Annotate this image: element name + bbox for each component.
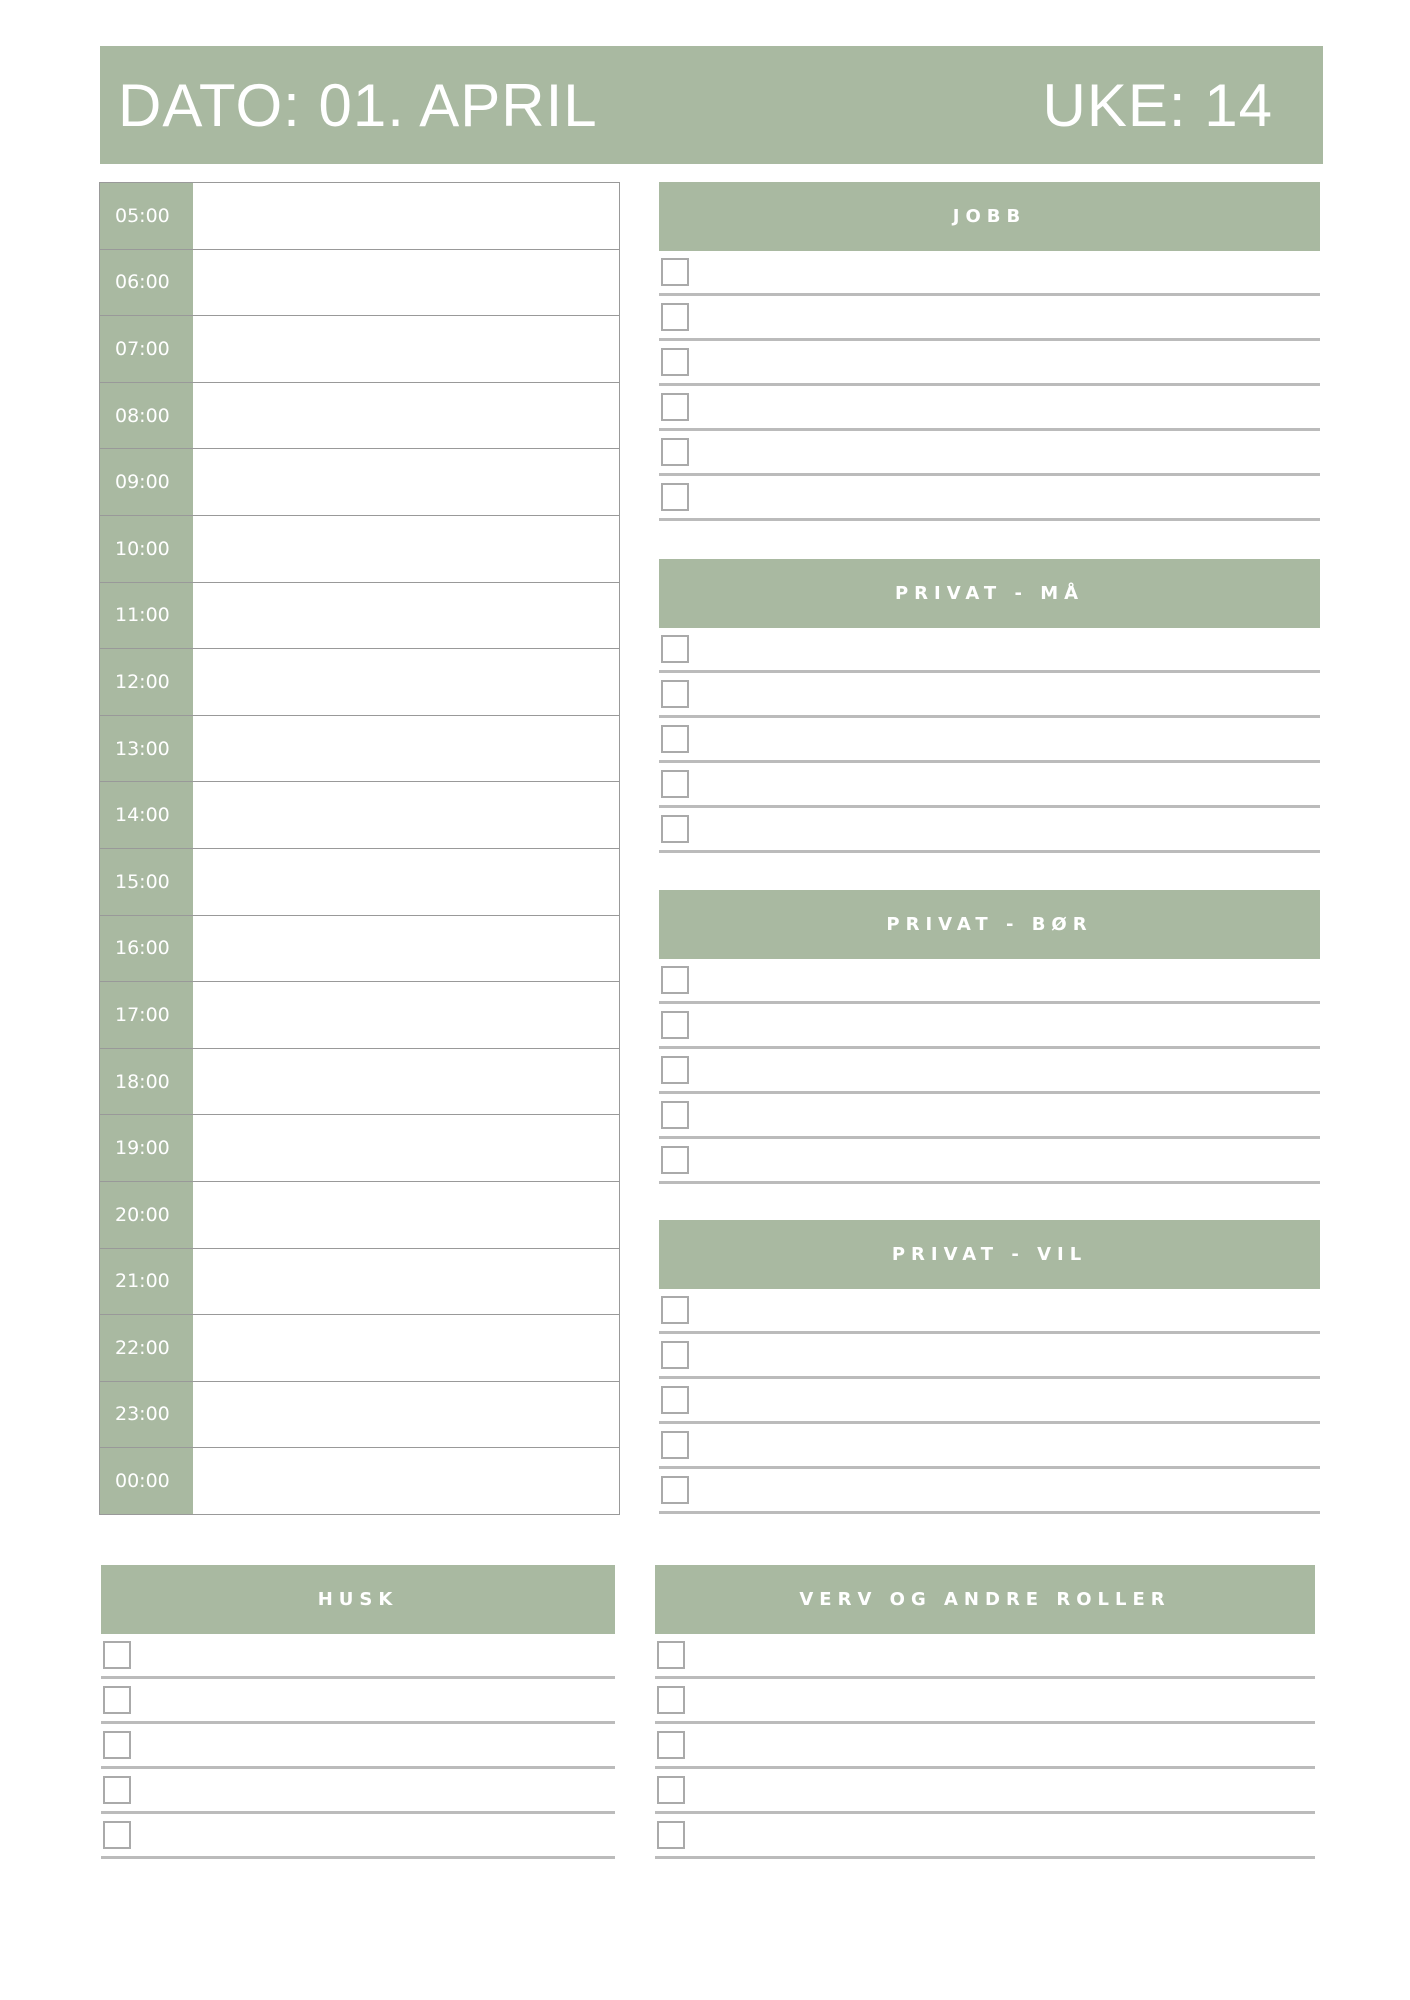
schedule-slot <box>100 1182 619 1249</box>
task-row[interactable] <box>659 341 1320 386</box>
task-row[interactable] <box>659 1139 1320 1184</box>
schedule-slot <box>100 1448 619 1514</box>
section-title: PRIVAT - BØR <box>659 890 1320 959</box>
schedule-slot <box>100 649 619 716</box>
task-row[interactable] <box>659 1094 1320 1139</box>
time-label: 15:00 <box>100 849 193 915</box>
schedule-entry[interactable] <box>193 583 619 649</box>
task-row[interactable] <box>101 1724 615 1769</box>
task-row[interactable] <box>659 718 1320 763</box>
section-title: VERV OG ANDRE ROLLER <box>655 1565 1315 1634</box>
schedule-slot <box>100 516 619 583</box>
schedule-slot <box>100 583 619 650</box>
task-row[interactable] <box>101 1814 615 1859</box>
task-row[interactable] <box>659 1289 1320 1334</box>
checkbox[interactable] <box>657 1686 685 1714</box>
time-label: 20:00 <box>100 1182 193 1248</box>
checkbox[interactable] <box>661 438 689 466</box>
section-title: JOBB <box>659 182 1320 251</box>
task-row[interactable] <box>659 1424 1320 1469</box>
checkbox[interactable] <box>661 348 689 376</box>
checkbox[interactable] <box>661 258 689 286</box>
task-row[interactable] <box>655 1634 1315 1679</box>
checkbox[interactable] <box>661 1056 689 1084</box>
schedule-slot <box>100 1049 619 1116</box>
time-label: 05:00 <box>100 183 193 249</box>
schedule-slot <box>100 250 619 317</box>
task-row[interactable] <box>659 1049 1320 1094</box>
checkbox[interactable] <box>661 1431 689 1459</box>
task-row[interactable] <box>659 431 1320 476</box>
time-label: 17:00 <box>100 982 193 1048</box>
time-label: 11:00 <box>100 583 193 649</box>
schedule-slot <box>100 1249 619 1316</box>
schedule-entry[interactable] <box>193 250 619 316</box>
checkbox[interactable] <box>103 1641 131 1669</box>
task-row[interactable] <box>659 959 1320 1004</box>
schedule-entry[interactable] <box>193 1049 619 1115</box>
task-row[interactable] <box>659 1469 1320 1514</box>
section-privat-ma <box>659 559 1320 853</box>
task-row[interactable] <box>101 1679 615 1724</box>
time-label: 10:00 <box>100 516 193 582</box>
time-label: 16:00 <box>100 916 193 982</box>
checkbox[interactable] <box>103 1731 131 1759</box>
checkbox[interactable] <box>661 770 689 798</box>
checkbox[interactable] <box>103 1776 131 1804</box>
schedule-slot <box>100 849 619 916</box>
schedule-slot <box>100 316 619 383</box>
checkbox[interactable] <box>661 1146 689 1174</box>
schedule-entry[interactable] <box>193 1182 619 1248</box>
schedule-slot <box>100 183 619 250</box>
time-label: 18:00 <box>100 1049 193 1115</box>
schedule-entry[interactable] <box>193 982 619 1048</box>
task-row[interactable] <box>659 386 1320 431</box>
task-row[interactable] <box>659 476 1320 521</box>
checkbox[interactable] <box>657 1641 685 1669</box>
time-label: 23:00 <box>100 1382 193 1448</box>
schedule-entry[interactable] <box>193 1315 619 1381</box>
task-row[interactable] <box>659 763 1320 808</box>
schedule-entry[interactable] <box>193 316 619 382</box>
schedule-entry[interactable] <box>193 1249 619 1315</box>
week-label: UKE: 14 <box>1042 71 1273 139</box>
date-label: DATO: 01. APRIL <box>118 71 598 139</box>
schedule-entry[interactable] <box>193 1115 619 1181</box>
schedule-slot <box>100 1315 619 1382</box>
task-row[interactable] <box>659 1004 1320 1049</box>
checkbox[interactable] <box>661 1341 689 1369</box>
schedule-entry[interactable] <box>193 1382 619 1448</box>
task-row[interactable] <box>659 1334 1320 1379</box>
schedule-entry[interactable] <box>193 849 619 915</box>
task-row[interactable] <box>659 628 1320 673</box>
section-title: PRIVAT - VIL <box>659 1220 1320 1289</box>
task-row[interactable] <box>655 1679 1315 1724</box>
task-row[interactable] <box>659 251 1320 296</box>
time-label: 12:00 <box>100 649 193 715</box>
section-jobb <box>659 182 1320 521</box>
schedule-slot <box>100 383 619 450</box>
section-privat-bor <box>659 890 1320 1184</box>
task-row[interactable] <box>655 1724 1315 1769</box>
checkbox[interactable] <box>661 966 689 994</box>
checkbox[interactable] <box>661 1296 689 1324</box>
time-label: 08:00 <box>100 383 193 449</box>
task-row[interactable] <box>659 296 1320 341</box>
checkbox[interactable] <box>657 1821 685 1849</box>
checkbox[interactable] <box>661 393 689 421</box>
schedule-entry[interactable] <box>193 383 619 449</box>
schedule-entry[interactable] <box>193 516 619 582</box>
schedule-entry[interactable] <box>193 782 619 848</box>
schedule-entry[interactable] <box>193 649 619 715</box>
checkbox[interactable] <box>661 483 689 511</box>
task-row[interactable] <box>101 1634 615 1679</box>
section-privat-vil <box>659 1220 1320 1514</box>
task-row[interactable] <box>659 808 1320 853</box>
section-title: PRIVAT - MÅ <box>659 559 1320 628</box>
task-row[interactable] <box>655 1769 1315 1814</box>
schedule-entry[interactable] <box>193 916 619 982</box>
task-row[interactable] <box>101 1769 615 1814</box>
checkbox[interactable] <box>661 303 689 331</box>
schedule-entry[interactable] <box>193 716 619 782</box>
schedule-entry[interactable] <box>193 1448 619 1514</box>
schedule-slot <box>100 916 619 983</box>
time-label: 09:00 <box>100 449 193 515</box>
section-verv <box>655 1565 1315 1859</box>
checkbox[interactable] <box>661 815 689 843</box>
header-bar <box>100 46 1323 164</box>
checkbox[interactable] <box>657 1776 685 1804</box>
checkbox[interactable] <box>661 1011 689 1039</box>
time-label: 07:00 <box>100 316 193 382</box>
schedule-slot <box>100 716 619 783</box>
time-label: 13:00 <box>100 716 193 782</box>
task-row[interactable] <box>659 1379 1320 1424</box>
schedule-entry[interactable] <box>193 449 619 515</box>
checkbox[interactable] <box>661 680 689 708</box>
checkbox[interactable] <box>661 1386 689 1414</box>
schedule-entry[interactable] <box>193 183 619 249</box>
section-title: HUSK <box>101 1565 615 1634</box>
checkbox[interactable] <box>661 725 689 753</box>
section-husk <box>101 1565 615 1859</box>
checkbox[interactable] <box>103 1686 131 1714</box>
task-row[interactable] <box>659 673 1320 718</box>
time-label: 00:00 <box>100 1448 193 1514</box>
schedule-slot <box>100 982 619 1049</box>
schedule-slot <box>100 1115 619 1182</box>
time-label: 21:00 <box>100 1249 193 1315</box>
time-label: 06:00 <box>100 250 193 316</box>
checkbox[interactable] <box>657 1731 685 1759</box>
hourly-schedule <box>99 182 620 1515</box>
schedule-slot <box>100 449 619 516</box>
time-label: 19:00 <box>100 1115 193 1181</box>
time-label: 14:00 <box>100 782 193 848</box>
task-row[interactable] <box>655 1814 1315 1859</box>
schedule-slot <box>100 1382 619 1449</box>
checkbox[interactable] <box>661 635 689 663</box>
schedule-slot <box>100 782 619 849</box>
checkbox[interactable] <box>661 1101 689 1129</box>
checkbox[interactable] <box>661 1476 689 1504</box>
time-label: 22:00 <box>100 1315 193 1381</box>
checkbox[interactable] <box>103 1821 131 1849</box>
